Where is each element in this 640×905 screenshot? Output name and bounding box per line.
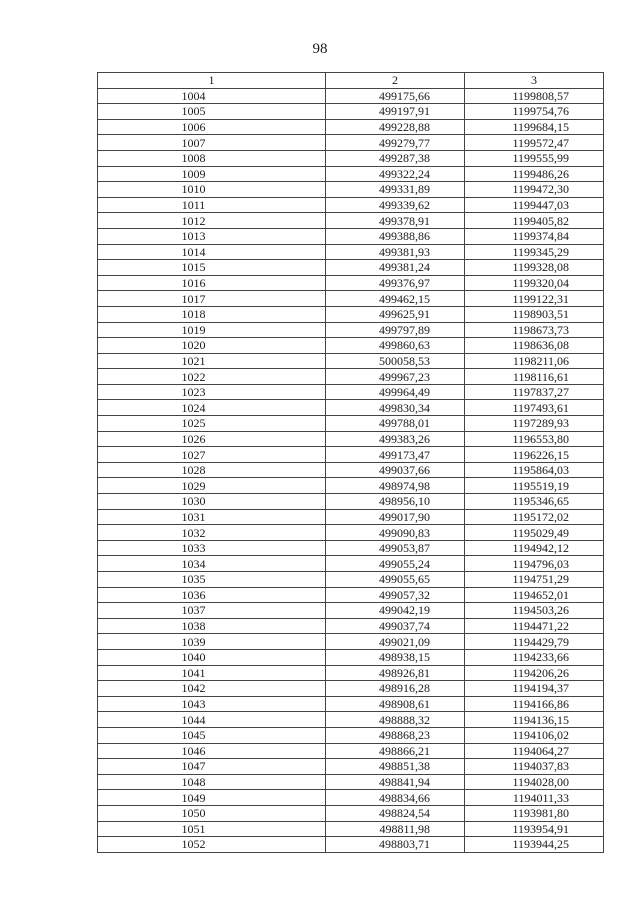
coordinate-x-cell: 499055,65 bbox=[326, 572, 465, 588]
coordinate-y-cell: 1196553,80 bbox=[465, 431, 604, 447]
point-number-cell: 1004 bbox=[98, 88, 326, 104]
coordinate-x-cell: 498926,81 bbox=[326, 665, 465, 681]
point-number-cell: 1028 bbox=[98, 462, 326, 478]
point-number-cell: 1042 bbox=[98, 681, 326, 697]
table-row bbox=[98, 759, 604, 775]
table-row bbox=[98, 727, 604, 743]
coordinate-x-cell: 499173,47 bbox=[326, 447, 465, 463]
point-number-cell: 1007 bbox=[98, 135, 326, 151]
point-number-cell: 1010 bbox=[98, 182, 326, 198]
coordinate-x-cell: 499017,90 bbox=[326, 509, 465, 525]
coordinate-x-cell: 499021,09 bbox=[326, 634, 465, 650]
coordinate-y-cell: 1194233,66 bbox=[465, 649, 604, 665]
coordinate-y-cell: 1194429,79 bbox=[465, 634, 604, 650]
point-number-cell: 1011 bbox=[98, 197, 326, 213]
point-number-cell: 1037 bbox=[98, 603, 326, 619]
coordinate-y-cell: 1193981,80 bbox=[465, 805, 604, 821]
coordinate-y-cell: 1199328,08 bbox=[465, 260, 604, 276]
coordinate-x-cell: 498824,54 bbox=[326, 805, 465, 821]
table-row bbox=[98, 416, 604, 432]
point-number-cell: 1014 bbox=[98, 244, 326, 260]
coordinate-x-cell: 499388,86 bbox=[326, 228, 465, 244]
coordinate-x-cell: 499175,66 bbox=[326, 88, 465, 104]
table-row bbox=[98, 634, 604, 650]
point-number-cell: 1013 bbox=[98, 228, 326, 244]
coordinate-x-cell: 499788,01 bbox=[326, 416, 465, 432]
point-number-cell: 1035 bbox=[98, 572, 326, 588]
table-row bbox=[98, 119, 604, 135]
coordinate-y-cell: 1199405,82 bbox=[465, 213, 604, 229]
table-row bbox=[98, 135, 604, 151]
coordinate-y-cell: 1199555,99 bbox=[465, 150, 604, 166]
coordinate-x-cell: 499967,23 bbox=[326, 369, 465, 385]
coordinate-y-cell: 1199122,31 bbox=[465, 291, 604, 307]
coordinate-x-cell: 499339,62 bbox=[326, 197, 465, 213]
table-row bbox=[98, 556, 604, 572]
table-row bbox=[98, 306, 604, 322]
coordinate-x-cell: 499462,15 bbox=[326, 291, 465, 307]
coordinate-y-cell: 1198673,73 bbox=[465, 322, 604, 338]
coordinate-y-cell: 1199486,26 bbox=[465, 166, 604, 182]
table-row bbox=[98, 275, 604, 291]
point-number-cell: 1038 bbox=[98, 618, 326, 634]
point-number-cell: 1041 bbox=[98, 665, 326, 681]
table-row bbox=[98, 338, 604, 354]
coordinate-y-cell: 1195172,02 bbox=[465, 509, 604, 525]
point-number-cell: 1052 bbox=[98, 837, 326, 853]
coordinate-x-cell: 499381,93 bbox=[326, 244, 465, 260]
table-row bbox=[98, 244, 604, 260]
coordinate-y-cell: 1197289,93 bbox=[465, 416, 604, 432]
coordinate-y-cell: 1198903,51 bbox=[465, 306, 604, 322]
table-row bbox=[98, 649, 604, 665]
coordinate-x-cell: 498868,23 bbox=[326, 727, 465, 743]
coordinate-x-cell: 499055,24 bbox=[326, 556, 465, 572]
table-row bbox=[98, 353, 604, 369]
point-number-cell: 1023 bbox=[98, 384, 326, 400]
coordinate-x-cell: 499042,19 bbox=[326, 603, 465, 619]
table-row bbox=[98, 712, 604, 728]
coordinate-y-cell: 1194194,37 bbox=[465, 681, 604, 697]
point-number-cell: 1026 bbox=[98, 431, 326, 447]
point-number-cell: 1020 bbox=[98, 338, 326, 354]
coordinate-x-cell: 498916,28 bbox=[326, 681, 465, 697]
coordinate-x-cell: 499964,49 bbox=[326, 384, 465, 400]
coordinate-y-cell: 1199684,15 bbox=[465, 119, 604, 135]
point-number-cell: 1049 bbox=[98, 790, 326, 806]
coordinate-x-cell: 499090,83 bbox=[326, 525, 465, 541]
point-number-cell: 1030 bbox=[98, 494, 326, 510]
coordinate-x-cell: 499830,34 bbox=[326, 400, 465, 416]
coordinate-x-cell: 499322,24 bbox=[326, 166, 465, 182]
point-number-cell: 1022 bbox=[98, 369, 326, 385]
table-row bbox=[98, 228, 604, 244]
coordinate-x-cell: 499378,91 bbox=[326, 213, 465, 229]
coordinate-x-cell: 499279,77 bbox=[326, 135, 465, 151]
table-row bbox=[98, 400, 604, 416]
coordinate-x-cell: 499287,38 bbox=[326, 150, 465, 166]
table-row bbox=[98, 837, 604, 853]
table-row bbox=[98, 696, 604, 712]
point-number-cell: 1033 bbox=[98, 540, 326, 556]
coordinate-y-cell: 1195346,65 bbox=[465, 494, 604, 510]
table-row bbox=[98, 88, 604, 104]
coordinate-x-cell: 498908,61 bbox=[326, 696, 465, 712]
coordinate-y-cell: 1194471,22 bbox=[465, 618, 604, 634]
coordinate-y-cell: 1194064,27 bbox=[465, 743, 604, 759]
table-row bbox=[98, 494, 604, 510]
table-row bbox=[98, 384, 604, 400]
coordinate-y-cell: 1199572,47 bbox=[465, 135, 604, 151]
coordinate-y-cell: 1194166,86 bbox=[465, 696, 604, 712]
coordinate-y-cell: 1199808,57 bbox=[465, 88, 604, 104]
coordinate-y-cell: 1194136,15 bbox=[465, 712, 604, 728]
point-number-cell: 1019 bbox=[98, 322, 326, 338]
table-row bbox=[98, 213, 604, 229]
table-row bbox=[98, 322, 604, 338]
coordinate-y-cell: 1195519,19 bbox=[465, 478, 604, 494]
point-number-cell: 1031 bbox=[98, 509, 326, 525]
coordinate-y-cell: 1194206,26 bbox=[465, 665, 604, 681]
point-number-cell: 1021 bbox=[98, 353, 326, 369]
point-number-cell: 1034 bbox=[98, 556, 326, 572]
column-header-3: 3 bbox=[465, 73, 604, 89]
coordinate-y-cell: 1194652,01 bbox=[465, 587, 604, 603]
coordinate-x-cell: 498803,71 bbox=[326, 837, 465, 853]
coordinate-x-cell: 499860,63 bbox=[326, 338, 465, 354]
table-row bbox=[98, 805, 604, 821]
table-row bbox=[98, 431, 604, 447]
coordinate-y-cell: 1194028,00 bbox=[465, 774, 604, 790]
coordinate-y-cell: 1197493,61 bbox=[465, 400, 604, 416]
coordinates-table bbox=[97, 72, 604, 853]
table-row bbox=[98, 618, 604, 634]
coordinate-x-cell: 498866,21 bbox=[326, 743, 465, 759]
table-row bbox=[98, 743, 604, 759]
table-row bbox=[98, 603, 604, 619]
coordinate-x-cell: 499625,91 bbox=[326, 306, 465, 322]
coordinate-y-cell: 1198116,61 bbox=[465, 369, 604, 385]
table-row bbox=[98, 509, 604, 525]
coordinate-x-cell: 499037,66 bbox=[326, 462, 465, 478]
coordinate-x-cell: 498938,15 bbox=[326, 649, 465, 665]
coordinate-y-cell: 1193954,91 bbox=[465, 821, 604, 837]
table-row bbox=[98, 774, 604, 790]
coordinate-x-cell: 499197,91 bbox=[326, 104, 465, 120]
point-number-cell: 1015 bbox=[98, 260, 326, 276]
coordinate-x-cell: 498888,32 bbox=[326, 712, 465, 728]
table-row bbox=[98, 369, 604, 385]
point-number-cell: 1046 bbox=[98, 743, 326, 759]
column-header-2: 2 bbox=[326, 73, 465, 89]
coordinate-y-cell: 1194751,29 bbox=[465, 572, 604, 588]
table-row bbox=[98, 665, 604, 681]
point-number-cell: 1048 bbox=[98, 774, 326, 790]
coordinate-y-cell: 1198211,06 bbox=[465, 353, 604, 369]
point-number-cell: 1050 bbox=[98, 805, 326, 821]
coordinate-x-cell: 498956,10 bbox=[326, 494, 465, 510]
table-row bbox=[98, 525, 604, 541]
table-row bbox=[98, 587, 604, 603]
coordinate-y-cell: 1194942,12 bbox=[465, 540, 604, 556]
coordinate-x-cell: 499053,87 bbox=[326, 540, 465, 556]
coordinate-x-cell: 499383,26 bbox=[326, 431, 465, 447]
coordinate-y-cell: 1194106,02 bbox=[465, 727, 604, 743]
coordinate-x-cell: 499057,32 bbox=[326, 587, 465, 603]
coordinate-y-cell: 1196226,15 bbox=[465, 447, 604, 463]
table-row bbox=[98, 681, 604, 697]
table-row bbox=[98, 104, 604, 120]
point-number-cell: 1016 bbox=[98, 275, 326, 291]
page-number: 98 bbox=[312, 41, 328, 57]
table-row bbox=[98, 572, 604, 588]
coordinate-y-cell: 1199345,29 bbox=[465, 244, 604, 260]
coordinate-x-cell: 498811,98 bbox=[326, 821, 465, 837]
table-row bbox=[98, 197, 604, 213]
table-header-row bbox=[98, 73, 604, 89]
point-number-cell: 1006 bbox=[98, 119, 326, 135]
point-number-cell: 1039 bbox=[98, 634, 326, 650]
coordinate-y-cell: 1194037,83 bbox=[465, 759, 604, 775]
point-number-cell: 1045 bbox=[98, 727, 326, 743]
point-number-cell: 1012 bbox=[98, 213, 326, 229]
point-number-cell: 1005 bbox=[98, 104, 326, 120]
coordinate-x-cell: 499797,89 bbox=[326, 322, 465, 338]
point-number-cell: 1025 bbox=[98, 416, 326, 432]
table-row bbox=[98, 166, 604, 182]
coordinate-y-cell: 1199447,03 bbox=[465, 197, 604, 213]
coordinate-y-cell: 1194503,26 bbox=[465, 603, 604, 619]
point-number-cell: 1032 bbox=[98, 525, 326, 541]
point-number-cell: 1008 bbox=[98, 150, 326, 166]
point-number-cell: 1027 bbox=[98, 447, 326, 463]
coordinate-y-cell: 1194011,33 bbox=[465, 790, 604, 806]
coordinate-x-cell: 498974,98 bbox=[326, 478, 465, 494]
table-row bbox=[98, 462, 604, 478]
point-number-cell: 1040 bbox=[98, 649, 326, 665]
point-number-cell: 1029 bbox=[98, 478, 326, 494]
coordinate-x-cell: 498834,66 bbox=[326, 790, 465, 806]
coordinate-y-cell: 1195029,49 bbox=[465, 525, 604, 541]
point-number-cell: 1047 bbox=[98, 759, 326, 775]
column-header-1: 1 bbox=[98, 73, 326, 89]
table-row bbox=[98, 821, 604, 837]
table-row bbox=[98, 260, 604, 276]
table-row bbox=[98, 182, 604, 198]
coordinate-y-cell: 1197837,27 bbox=[465, 384, 604, 400]
point-number-cell: 1018 bbox=[98, 306, 326, 322]
coordinate-x-cell: 499037,74 bbox=[326, 618, 465, 634]
point-number-cell: 1024 bbox=[98, 400, 326, 416]
point-number-cell: 1051 bbox=[98, 821, 326, 837]
table-row bbox=[98, 291, 604, 307]
point-number-cell: 1043 bbox=[98, 696, 326, 712]
table-row bbox=[98, 150, 604, 166]
coordinate-x-cell: 499376,97 bbox=[326, 275, 465, 291]
table-body bbox=[98, 88, 604, 852]
point-number-cell: 1036 bbox=[98, 587, 326, 603]
coordinate-y-cell: 1199374,84 bbox=[465, 228, 604, 244]
coordinate-x-cell: 498841,94 bbox=[326, 774, 465, 790]
coordinate-y-cell: 1199754,76 bbox=[465, 104, 604, 120]
point-number-cell: 1017 bbox=[98, 291, 326, 307]
table-row bbox=[98, 447, 604, 463]
table-row bbox=[98, 540, 604, 556]
point-number-cell: 1009 bbox=[98, 166, 326, 182]
coordinate-x-cell: 500058,53 bbox=[326, 353, 465, 369]
coordinate-x-cell: 499381,24 bbox=[326, 260, 465, 276]
table-row bbox=[98, 478, 604, 494]
coordinate-x-cell: 499331,89 bbox=[326, 182, 465, 198]
coordinate-y-cell: 1199320,04 bbox=[465, 275, 604, 291]
table-row bbox=[98, 790, 604, 806]
coordinate-y-cell: 1193944,25 bbox=[465, 837, 604, 853]
coordinate-y-cell: 1194796,03 bbox=[465, 556, 604, 572]
coordinate-y-cell: 1199472,30 bbox=[465, 182, 604, 198]
table-header bbox=[98, 73, 604, 89]
point-number-cell: 1044 bbox=[98, 712, 326, 728]
coordinate-y-cell: 1195864,03 bbox=[465, 462, 604, 478]
coordinate-x-cell: 499228,88 bbox=[326, 119, 465, 135]
coordinate-x-cell: 498851,38 bbox=[326, 759, 465, 775]
coordinate-y-cell: 1198636,08 bbox=[465, 338, 604, 354]
